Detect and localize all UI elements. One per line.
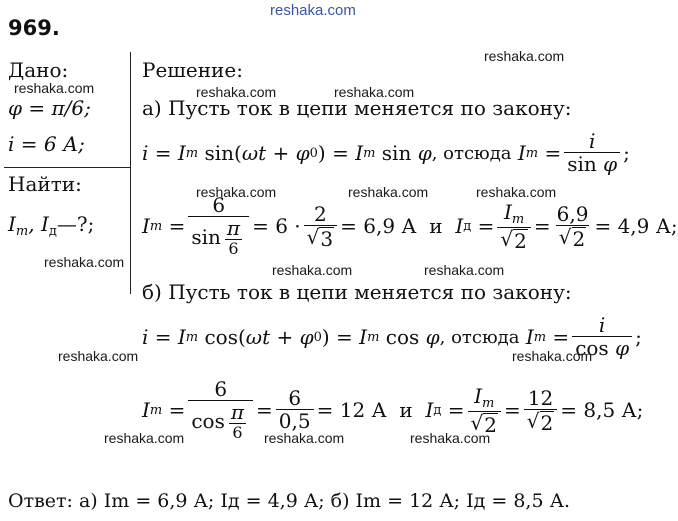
watermark: reshaka.com (512, 348, 593, 364)
given-current: i = 6 А; (8, 132, 85, 156)
find-label: Найти: (8, 172, 82, 196)
watermark: reshaka.com (272, 262, 353, 278)
given-divider-horizontal (4, 167, 131, 168)
watermark: reshaka.com (424, 262, 505, 278)
given-label: Дано: (8, 58, 69, 82)
watermark: reshaka.com (44, 254, 125, 270)
watermark: reshaka.com (264, 430, 345, 446)
watermark-top: reshaka.com (270, 2, 356, 19)
watermark: reshaka.com (334, 84, 415, 100)
hence-text: , отсюда (431, 142, 512, 164)
watermark: reshaka.com (476, 184, 557, 200)
watermark: reshaka.com (484, 48, 565, 64)
solution-label: Решение: (142, 58, 243, 82)
problem-number: 969. (8, 16, 60, 40)
part-b-result: I m = 6 cos $\frac{\pi}{6}$ = $\frac{6}{0,5}$ = 12 А и I д = $I_m$ √ 2 = 12 √ 2 = 8,5 А; (142, 377, 644, 442)
watermark: reshaka.com (196, 84, 277, 100)
watermark: reshaka.com (104, 430, 185, 446)
part-a-text: а) Пусть ток в цепи меняется по закону: (142, 96, 572, 120)
watermark: reshaka.com (14, 80, 95, 96)
part-a-im-value: = 6,9 А (340, 214, 417, 239)
find-target: $I_m$, $I_д—$?; (8, 212, 95, 239)
part-b-im-value: = 12 А (316, 398, 387, 423)
part-b-formula: i = I m cos( ωt + φ 0 ) = I m cos φ , отсюда I m = $\frac{i}{\text{cos φ}}$ ; (142, 313, 642, 360)
part-a-formula: i = I m sin( ωt + φ 0 ) = I m sin φ , отсюда I m = $\frac{i}{\text{sin φ}}$ ; (142, 129, 630, 176)
part-b-id-value: = 8,5 А; (560, 398, 644, 423)
and-text: и (429, 214, 443, 239)
answer-line: Ответ: а) Im = 6,9 А; Iд = 4,9 А; б) Im = 12 А; Iд = 8,5 А. (8, 490, 571, 512)
part-a-id-value: = 4,9 А; (594, 214, 678, 239)
given-divider-vertical (130, 52, 131, 294)
watermark: reshaka.com (348, 184, 429, 200)
part-a-result: I m = 6 sin $\frac{\pi}{6}$ = 6 · 2 √ 3 = 6,9 А и I д = $I_m$ √ 2 = 6,9 √ 2 = 4,9 А; (142, 193, 678, 258)
watermark: reshaka.com (196, 184, 277, 200)
given-phi: φ = π/6; (8, 96, 91, 120)
watermark: reshaka.com (410, 430, 491, 446)
part-b-text: б) Пусть ток в цепи меняется по закону: (142, 280, 572, 304)
watermark: reshaka.com (58, 348, 139, 364)
